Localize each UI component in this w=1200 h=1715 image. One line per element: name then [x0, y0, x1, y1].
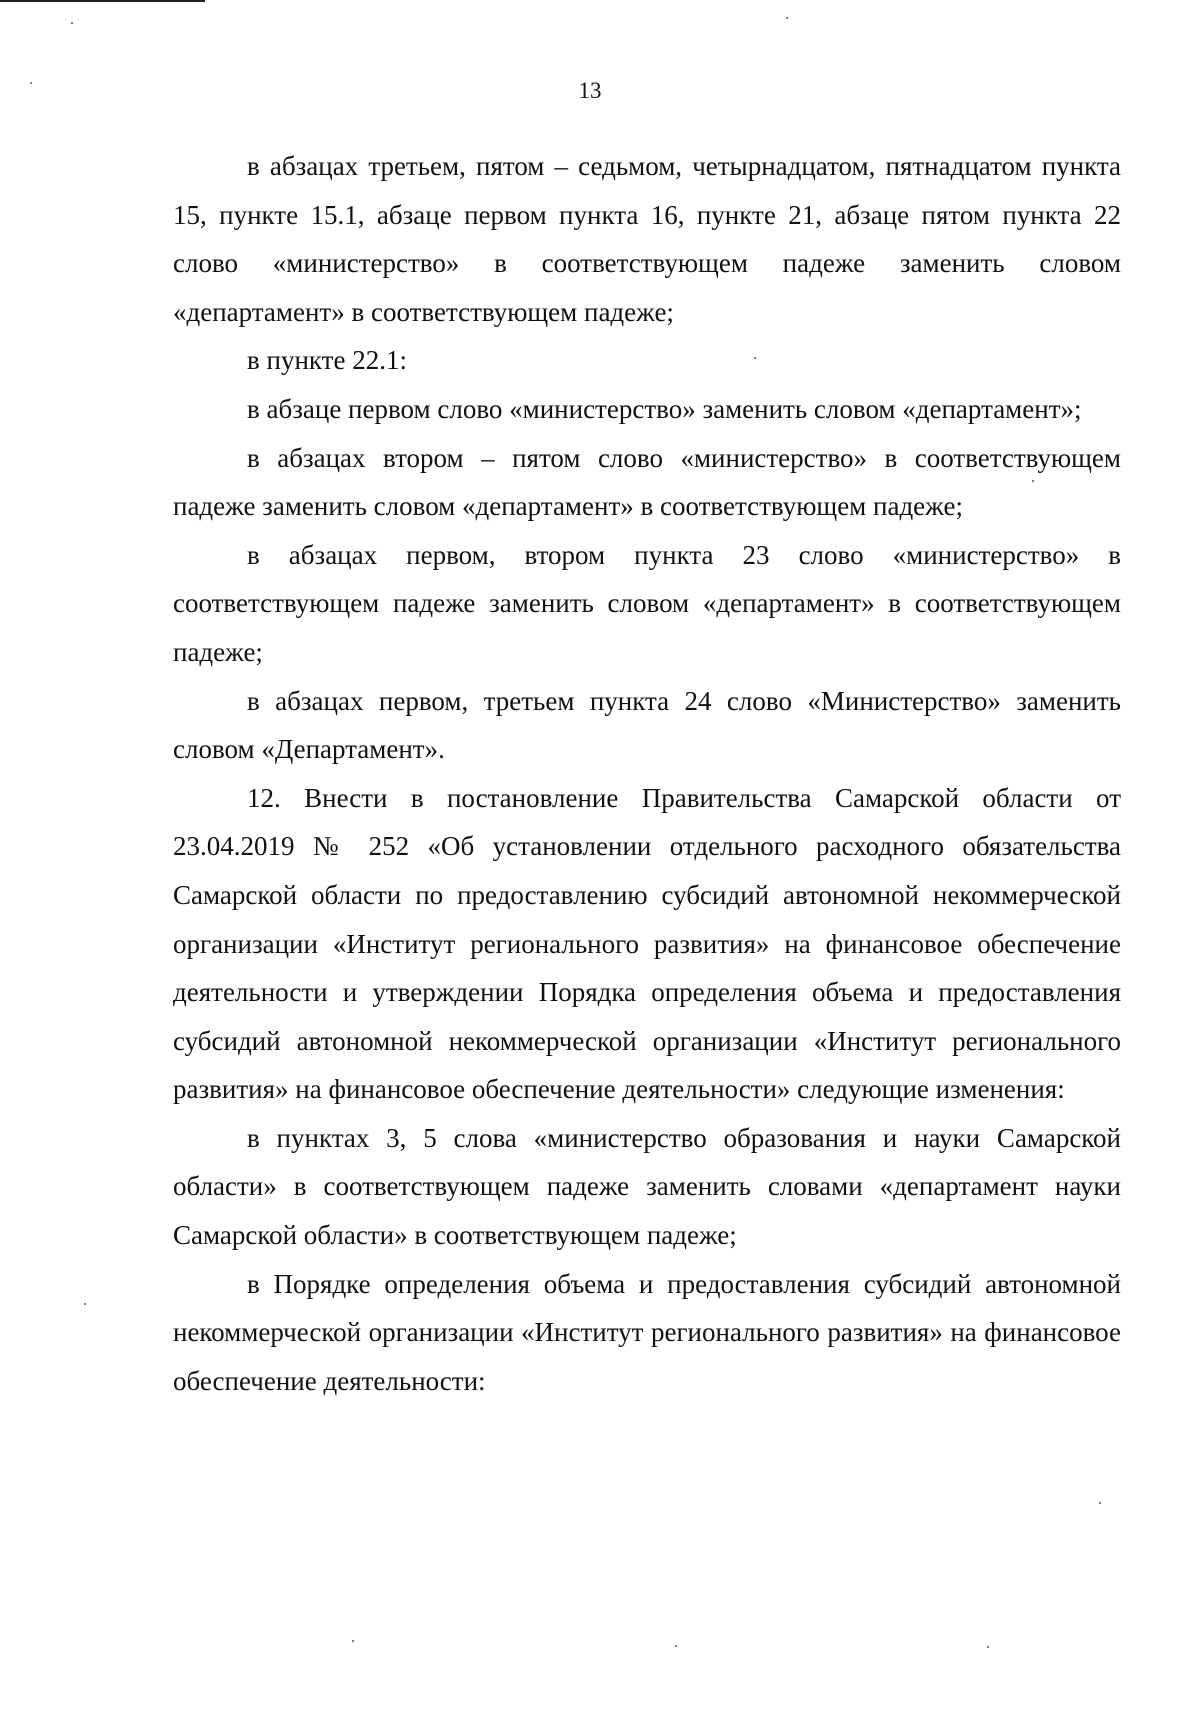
scan-speck: [786, 17, 788, 19]
scan-speck: [675, 1645, 677, 1647]
paragraph-point-22-1-second-fifth: в абзацах втором – пятом слово «министерство» в соответствующем падеже заменить словом «департамент» в соответствующем падеже;: [173, 442, 1121, 522]
scan-edge-line: [0, 0, 205, 2]
page-number: 13: [578, 78, 602, 103]
paragraph-points-3-5: в пунктах 3, 5 слова «министерство образования и науки Самарской области» в соответствующем падеже заменить словами «департамент науки Самарской области» в соответствующем падеже;: [173, 1122, 1121, 1251]
paragraph-point-24: в абзацах первом, третьем пункта 24 слово «Министерство» заменить словом «Департамент».: [173, 685, 1121, 765]
scan-speck: [84, 1303, 86, 1305]
scan-speck: [987, 1646, 989, 1648]
document-body: [173, 142, 1121, 1405]
scan-speck: [1099, 1502, 1101, 1504]
scan-speck: [754, 357, 756, 359]
paragraph-point-22-1-first: в абзаце первом слово «министерство» заменить словом «департамент»;: [247, 393, 1082, 424]
scan-speck: [30, 82, 32, 84]
paragraph-replace-ministry-points-15-22: в абзацах третьем, пятом – седьмом, четырнадцатом, пятнадцатом пункта 15, пункте 15.1, абзаце первом пункта 16, пункте 21, абзаце пятом пункта 22 слово «министерство» в соответствующем падеже заменить словом «департамент» в соответствующем падеже;: [173, 151, 1121, 327]
paragraph-point-23: в абзацах первом, втором пункта 23 слово «министерство» в соответствующем падеже заменить словом «департамент» в соответствующем падеже;: [173, 539, 1121, 667]
paragraph-procedure-intro: в Порядке определения объема и предоставления субсидий автономной некоммерческой организации «Институт регионального развития» на финансовое обеспечение деятельности:: [173, 1268, 1121, 1396]
scan-speck: [71, 22, 73, 24]
paragraph-item-12: 12. Внести в постановление Правительства Самарской области от 23.04.2019 № 252 «Об установлении отдельного расходного обязательства Самарской области по предоставлению субсидий автономной некоммерческой организации «Институт регионального развития» на финансовое обеспечение деятельности и утверждении Порядка определения объема и предоставления субсидий автономной некоммерческой организации «Институт регионального развития» на финансовое обеспечение деятельности» следующие изменения:: [173, 782, 1121, 1105]
scan-speck: [1032, 480, 1034, 482]
paragraph-point-22-1-intro: в пункте 22.1:: [247, 345, 407, 376]
scan-speck: [352, 1640, 354, 1642]
